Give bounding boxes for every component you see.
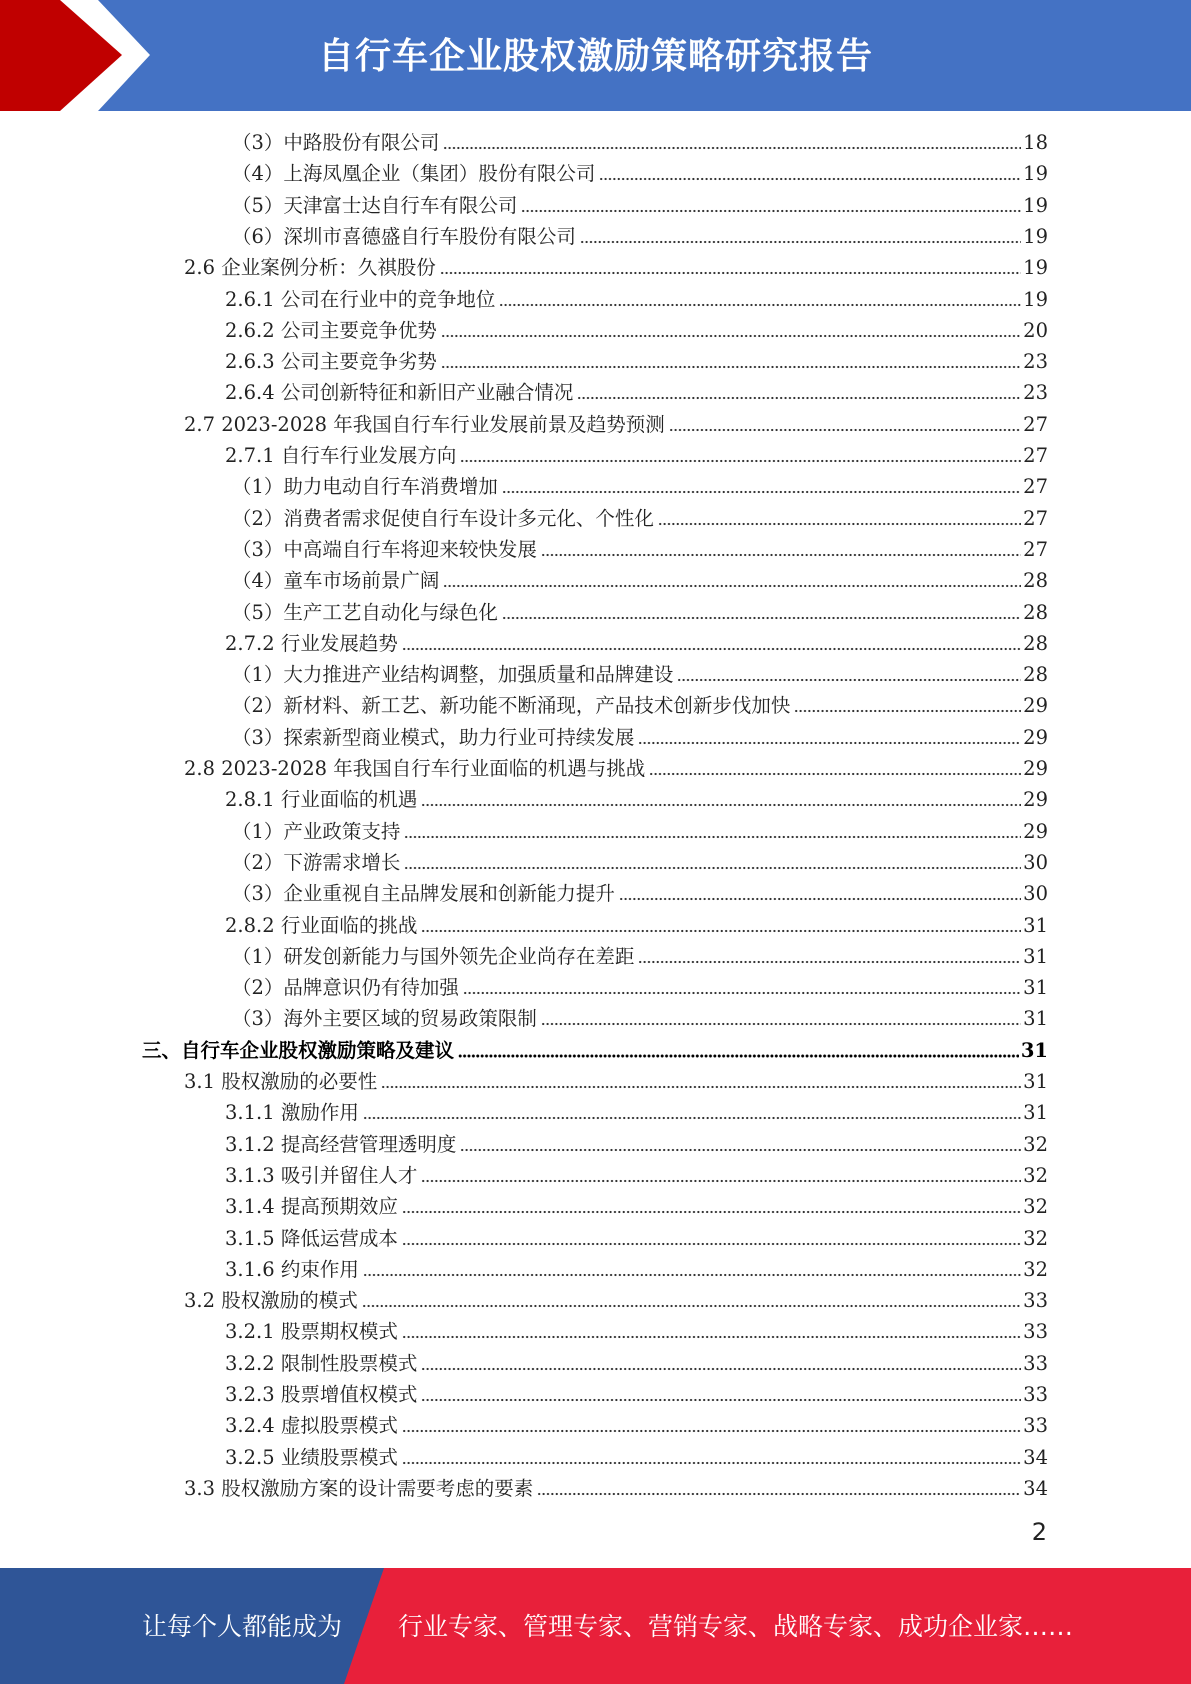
toc-entry-title: 2.7.1 自行车行业发展方向: [225, 444, 457, 467]
toc-leader-dots: [402, 1334, 1021, 1340]
toc-leader-dots: [499, 302, 1021, 308]
toc-entry-page: 34: [1023, 1476, 1048, 1500]
toc-entry[interactable]: [225, 1223, 1048, 1254]
toc-entry-page: 23: [1023, 350, 1048, 374]
toc-leader-dots: [460, 458, 1021, 464]
toc-leader-dots: [443, 583, 1021, 589]
toc-entry-title: （2）品牌意识仍有待加强: [232, 976, 459, 1000]
toc-entry[interactable]: [184, 753, 1048, 784]
toc-entry[interactable]: [232, 941, 1048, 972]
toc-leader-dots: [669, 427, 1021, 433]
toc-leader-dots: [502, 489, 1021, 495]
toc-leader-dots: [541, 552, 1021, 558]
toc-leader-dots: [363, 1115, 1021, 1121]
toc-entry-page: 34: [1023, 1445, 1048, 1469]
toc-entry-page: 19: [1023, 224, 1048, 248]
toc-entry-title: 2.6 企业案例分析：久祺股份: [184, 256, 436, 280]
header-banner: [0, 0, 1191, 111]
toc-entry-title: （5）生产工艺自动化与绿色化: [232, 600, 498, 624]
toc-leader-dots: [441, 364, 1021, 370]
toc-entry-title: 3.2.5 业绩股票模式: [225, 1445, 398, 1469]
toc-entry-title: 3.1.2 提高经营管理透明度: [225, 1132, 457, 1156]
toc-entry-page: 28: [1023, 631, 1048, 655]
toc-entry-page: 33: [1023, 1414, 1048, 1438]
toc-entry-title: 3.1 股权激励的必要性: [184, 1070, 378, 1093]
toc-leader-dots: [402, 1460, 1021, 1466]
toc-leader-dots: [440, 270, 1021, 276]
toc-entry[interactable]: [225, 1129, 1048, 1160]
toc-entry-page: 30: [1023, 850, 1048, 874]
toc-leader-dots: [463, 990, 1021, 996]
toc-entry-page: 31: [1023, 1101, 1048, 1125]
toc-entry-title: 3.3 股权激励方案的设计需要考虑的要素: [184, 1476, 534, 1500]
toc-entry[interactable]: [232, 190, 1048, 221]
toc-entry-page: 29: [1023, 788, 1048, 812]
toc-entry-title: 2.6.4 公司创新特征和新旧产业融合情况: [225, 381, 574, 405]
toc-entry-page: 33: [1023, 1351, 1048, 1375]
toc-entry-page: 31: [1023, 1070, 1048, 1093]
toc-leader-dots: [638, 959, 1021, 965]
toc-entry[interactable]: [232, 972, 1048, 1003]
toc-leader-dots: [619, 896, 1021, 902]
toc-entry[interactable]: [225, 1160, 1048, 1191]
toc-entry-title: 2.6.2 公司主要竞争优势: [225, 318, 437, 342]
toc-entry-page: 30: [1023, 882, 1048, 906]
toc-entry-page: 32: [1023, 1257, 1048, 1281]
toc-entry[interactable]: [232, 158, 1048, 189]
toc-leader-dots: [363, 1272, 1021, 1278]
toc-entry[interactable]: [232, 878, 1048, 909]
toc-entry-title: （2）消费者需求促使自行车设计多元化、个性化: [232, 506, 654, 530]
toc-entry-title: 3.1.6 约束作用: [225, 1257, 359, 1281]
toc-entry-page: 20: [1023, 318, 1048, 342]
toc-leader-dots: [441, 333, 1021, 339]
toc-entry-title: （1）研发创新能力与国外领先企业尚存在差距: [232, 944, 635, 968]
toc-entry[interactable]: [232, 1003, 1048, 1034]
toc-entry-title: （4）童车市场前景广阔: [232, 569, 440, 593]
toc-entry[interactable]: [232, 221, 1048, 252]
toc-entry-title: 三、自行车企业股权激励策略及建议: [142, 1038, 455, 1062]
toc-entry-page: 31: [1023, 1007, 1048, 1031]
toc-entry-page: 33: [1023, 1383, 1048, 1406]
toc-entry-title: 3.1.4 提高预期效应: [225, 1195, 398, 1219]
toc-entry-title: （1）产业政策支持: [232, 819, 401, 843]
footer-banner: [0, 1568, 1191, 1684]
toc-leader-dots: [502, 615, 1021, 621]
toc-leader-dots: [460, 1147, 1021, 1153]
toc-entry-page: 32: [1023, 1195, 1048, 1219]
toc-entry-page: 29: [1023, 694, 1048, 718]
toc-entry-page: 28: [1023, 569, 1048, 593]
toc-entry[interactable]: [225, 1442, 1048, 1473]
toc-leader-dots: [404, 865, 1021, 871]
toc-entry-title: 3.2.3 股票增值权模式: [225, 1383, 418, 1406]
toc-entry[interactable]: [232, 722, 1048, 753]
toc-entry-page: 27: [1023, 412, 1048, 436]
toc-entry-title: （3）中路股份有限公司: [232, 131, 440, 154]
toc-entry-title: （3）探索新型商业模式，助力行业可持续发展: [232, 725, 635, 749]
toc-entry-page: 19: [1023, 193, 1048, 217]
toc-entry[interactable]: [225, 1097, 1048, 1128]
toc-entry[interactable]: [142, 1035, 1048, 1066]
toc-entry-page: 31: [1023, 976, 1048, 1000]
toc-entry[interactable]: [225, 784, 1048, 815]
toc-leader-dots: [443, 145, 1021, 151]
toc-entry-title: 3.1.5 降低运营成本: [225, 1226, 398, 1250]
toc-leader-dots: [577, 395, 1021, 401]
toc-entry[interactable]: [232, 816, 1048, 847]
toc-entry-title: （4）上海凤凰企业（集团）股份有限公司: [232, 162, 596, 186]
toc-leader-dots: [421, 1366, 1021, 1372]
toc-entry[interactable]: [232, 503, 1048, 534]
toc-entry-page: 27: [1023, 444, 1048, 467]
toc-entry-title: 2.7.2 行业发展趋势: [225, 631, 398, 655]
toc-entry-title: （1）大力推进产业结构调整，加强质量和品牌建设: [232, 663, 674, 687]
toc-entry-title: 2.6.1 公司在行业中的竞争地位: [225, 287, 496, 311]
toc-entry-page: 31: [1023, 913, 1048, 937]
toc-entry-page: 33: [1023, 1289, 1048, 1313]
toc-entry-title: （2）下游需求增长: [232, 850, 401, 874]
toc-entry-title: 2.8.2 行业面临的挑战: [225, 913, 418, 937]
toc-leader-dots: [537, 1491, 1021, 1497]
toc-entry-page: 27: [1023, 537, 1048, 561]
toc-entry[interactable]: [225, 1316, 1048, 1347]
toc-entry[interactable]: [225, 440, 1048, 471]
toc-entry-page: 29: [1023, 819, 1048, 843]
toc-entry[interactable]: [225, 377, 1048, 408]
toc-entry[interactable]: [225, 1379, 1048, 1410]
toc-entry[interactable]: [225, 284, 1048, 315]
toc-leader-dots: [402, 1241, 1021, 1247]
document-title: 自行车企业股权激励策略研究报告: [317, 36, 873, 77]
toc-entry[interactable]: [225, 1410, 1048, 1441]
toc-entry[interactable]: [232, 847, 1048, 878]
toc-entry-title: 2.8.1 行业面临的机遇: [225, 788, 418, 812]
toc-entry-page: 19: [1023, 162, 1048, 186]
toc-entry[interactable]: [232, 565, 1048, 596]
toc-entry[interactable]: [232, 534, 1048, 565]
toc-entry-page: 19: [1023, 287, 1048, 311]
toc-entry-page: 28: [1023, 600, 1048, 624]
toc-entry-title: （3）海外主要区域的贸易政策限制: [232, 1007, 537, 1031]
toc-entry-page: 31: [1023, 944, 1048, 968]
toc-leader-dots: [541, 1021, 1021, 1027]
toc-leader-dots: [521, 208, 1021, 214]
toc-entry-title: 3.1.3 吸引并留住人才: [225, 1163, 418, 1187]
toc-entry-page: 31: [1020, 1038, 1048, 1062]
toc-entry-page: 18: [1023, 131, 1048, 154]
toc-entry-title: （2）新材料、新工艺、新功能不断涌现，产品技术创新步伐加快: [232, 694, 791, 718]
toc-entry[interactable]: [184, 252, 1048, 283]
toc-leader-dots: [421, 802, 1021, 808]
toc-entry-page: 29: [1023, 757, 1048, 780]
toc-leader-dots: [580, 239, 1021, 245]
toc-leader-dots: [458, 1053, 1019, 1059]
toc-entry-page: 32: [1023, 1132, 1048, 1156]
toc-entry[interactable]: [225, 315, 1048, 346]
toc-entry[interactable]: [225, 910, 1048, 941]
toc-entry[interactable]: [225, 1191, 1048, 1222]
toc-entry-title: 2.7 2023-2028 年我国自行车行业发展前景及趋势预测: [184, 412, 665, 436]
toc-entry[interactable]: [232, 659, 1048, 690]
toc-entry-page: 28: [1023, 663, 1048, 687]
toc-entry-page: 19: [1023, 256, 1048, 280]
toc-entry-page: 27: [1023, 506, 1048, 530]
toc-leader-dots: [794, 708, 1021, 714]
toc-entry-page: 23: [1023, 381, 1048, 405]
toc-entry-title: （1）助力电动自行车消费增加: [232, 475, 498, 499]
toc-leader-dots: [362, 1303, 1021, 1309]
toc-entry-title: 2.8 2023-2028 年我国自行车行业面临的机遇与挑战: [184, 757, 646, 780]
toc-entry-title: 3.1.1 激励作用: [225, 1101, 359, 1125]
footer-slogan: 让每个人都能成为: [142, 1612, 343, 1641]
toc-leader-dots: [649, 771, 1021, 777]
toc-entry-title: 3.2.4 虚拟股票模式: [225, 1414, 398, 1438]
toc-entry[interactable]: [225, 346, 1048, 377]
toc-entry-title: 3.2 股权激励的模式: [184, 1289, 358, 1313]
toc-entry-page: 29: [1023, 725, 1048, 749]
footer-expert-list: 行业专家、管理专家、营销专家、战略专家、成功企业家……: [398, 1612, 1074, 1641]
toc-entry-title: （3）中高端自行车将迎来较快发展: [232, 537, 537, 561]
toc-entry-page: 33: [1023, 1320, 1048, 1344]
toc-leader-dots: [421, 928, 1021, 934]
toc-leader-dots: [402, 1428, 1021, 1434]
toc-entry-title: （6）深圳市喜德盛自行车股份有限公司: [232, 224, 576, 248]
toc-entry-title: （3）企业重视自主品牌发展和创新能力提升: [232, 882, 615, 906]
toc-leader-dots: [421, 1397, 1021, 1403]
toc-entry[interactable]: [184, 1285, 1048, 1316]
toc-entry-page: 32: [1023, 1226, 1048, 1250]
toc-entry[interactable]: [232, 597, 1048, 628]
toc-leader-dots: [381, 1084, 1021, 1090]
toc-entry[interactable]: [225, 628, 1048, 659]
toc-entry[interactable]: [184, 1066, 1048, 1097]
toc-entry[interactable]: [232, 690, 1048, 721]
toc-entry[interactable]: [184, 409, 1048, 440]
toc-leader-dots: [677, 677, 1021, 683]
toc-entry[interactable]: [184, 1473, 1048, 1504]
toc-entry-page: 32: [1023, 1163, 1048, 1187]
toc-entry[interactable]: [232, 127, 1048, 158]
toc-leader-dots: [404, 834, 1021, 840]
toc-entry-title: （5）天津富士达自行车有限公司: [232, 193, 518, 217]
page-number: 2: [1031, 1518, 1047, 1546]
toc-leader-dots: [402, 1209, 1021, 1215]
toc-entry[interactable]: [225, 1348, 1048, 1379]
toc-entry[interactable]: [225, 1254, 1048, 1285]
toc-entry-page: 27: [1023, 475, 1048, 499]
toc-entry-title: 2.6.3 公司主要竞争劣势: [225, 350, 437, 374]
toc-leader-dots: [599, 176, 1021, 182]
toc-leader-dots: [638, 740, 1021, 746]
toc-leader-dots: [658, 521, 1021, 527]
toc-leader-dots: [421, 1178, 1021, 1184]
toc-entry-title: 3.2.2 限制性股票模式: [225, 1351, 418, 1375]
toc-entry[interactable]: [232, 471, 1048, 502]
toc-entry-title: 3.2.1 股票期权模式: [225, 1320, 398, 1344]
toc-leader-dots: [402, 646, 1021, 652]
